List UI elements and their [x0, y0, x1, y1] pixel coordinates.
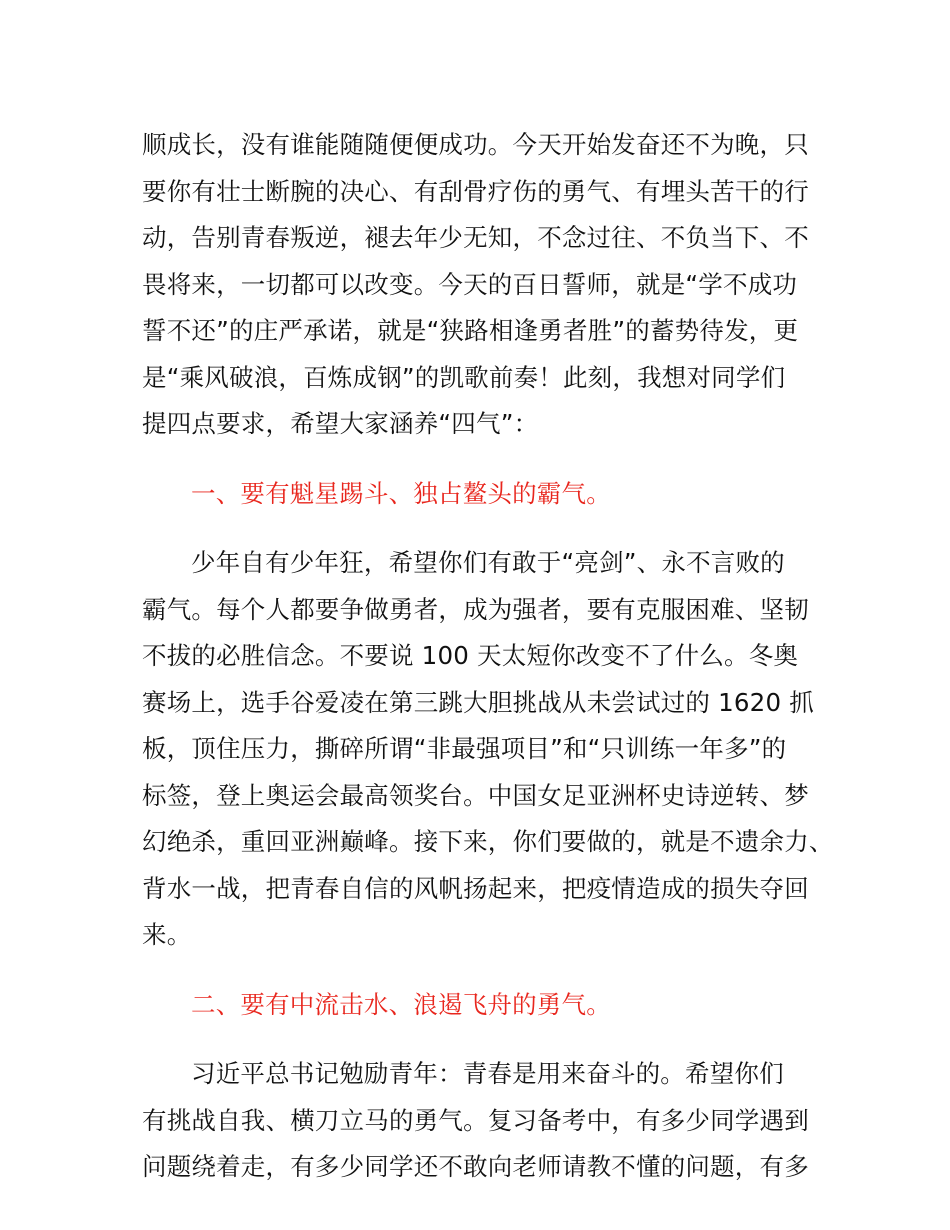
paragraph-line: 畏将来，一切都可以改变。今天的百日誓师，就是“学不成功 — [142, 269, 798, 299]
paragraph-2 — [142, 540, 832, 959]
paragraph-line: 标签，登上奥运会最高领奖台。中国女足亚洲杯史诗逆转、梦 — [142, 780, 809, 810]
paragraph-line: 是“乘风破浪，百炼成钢”的凯歌前奏！此刻，我想对同学们 — [142, 362, 786, 392]
paragraph-line: 顺成长，没有谁能随随便便成功。今天开始发奋还不为晚，只 — [142, 130, 809, 159]
paragraph-line: 问题绕着走，有多少同学还不敢向老师请教不懂的问题，有多 — [142, 1152, 809, 1181]
paragraph-line: 来。 — [142, 920, 192, 949]
paragraph-spacer — [142, 517, 832, 540]
paragraph-line: 少年自有少年狂，希望你们有敢于“亮剑”、永不言败的 — [191, 548, 785, 577]
paragraph-spacer — [142, 1028, 832, 1051]
paragraph-line: 要你有壮士断腕的决心、有刮骨疗伤的勇气、有埋头苦干的行 — [142, 176, 809, 206]
paragraph-spacer — [142, 959, 832, 982]
paragraph-1 — [142, 122, 832, 448]
section-heading-2: 二、要有中流击水、浪遏飞舟的勇气。 — [191, 989, 611, 1019]
document-body — [142, 122, 832, 1191]
paragraph-3 — [142, 1051, 832, 1191]
paragraph-line: 不拔的必胜信念。不要说 100 天太短你改变不了什么。冬奥 — [142, 641, 799, 670]
paragraph-spacer — [142, 448, 832, 471]
paragraph-line: 霸气。每个人都要争做勇者，成为强者，要有克服困难、坚韧 — [142, 594, 809, 624]
paragraph-line: 习近平总书记勉励青年：青春是用来奋斗的。希望你们 — [191, 1059, 784, 1088]
paragraph-line: 板，顶住压力，撕碎所谓“非最强项目”和“只训练一年多”的 — [142, 734, 787, 763]
paragraph-line: 幻绝杀，重回亚洲巅峰。接下来，你们要做的，就是不遗余力、 — [142, 827, 834, 856]
paragraph-line: 背水一战，把青春自信的风帆扬起来，把疫情造成的损失夺回 — [142, 873, 809, 903]
paragraph-line: 有挑战自我、横刀立马的勇气。复习备考中，有多少同学遇到 — [142, 1105, 809, 1135]
paragraph-line: 提四点要求，希望大家涵养“四气”： — [142, 409, 539, 438]
paragraph-line: 誓不还”的庄严承诺，就是“狭路相逢勇者胜”的蓄势待发，更 — [142, 316, 799, 345]
paragraph-line: 赛场上，选手谷爱凌在第三跳大胆挑战从未尝试过的 1620 抓 — [142, 687, 814, 717]
section-heading-1: 一、要有魁星踢斗、独占鳌头的霸气。 — [191, 478, 611, 508]
paragraph-line: 动，告别青春叛逆，褪去年少无知，不念过往、不负当下、不 — [142, 223, 809, 252]
